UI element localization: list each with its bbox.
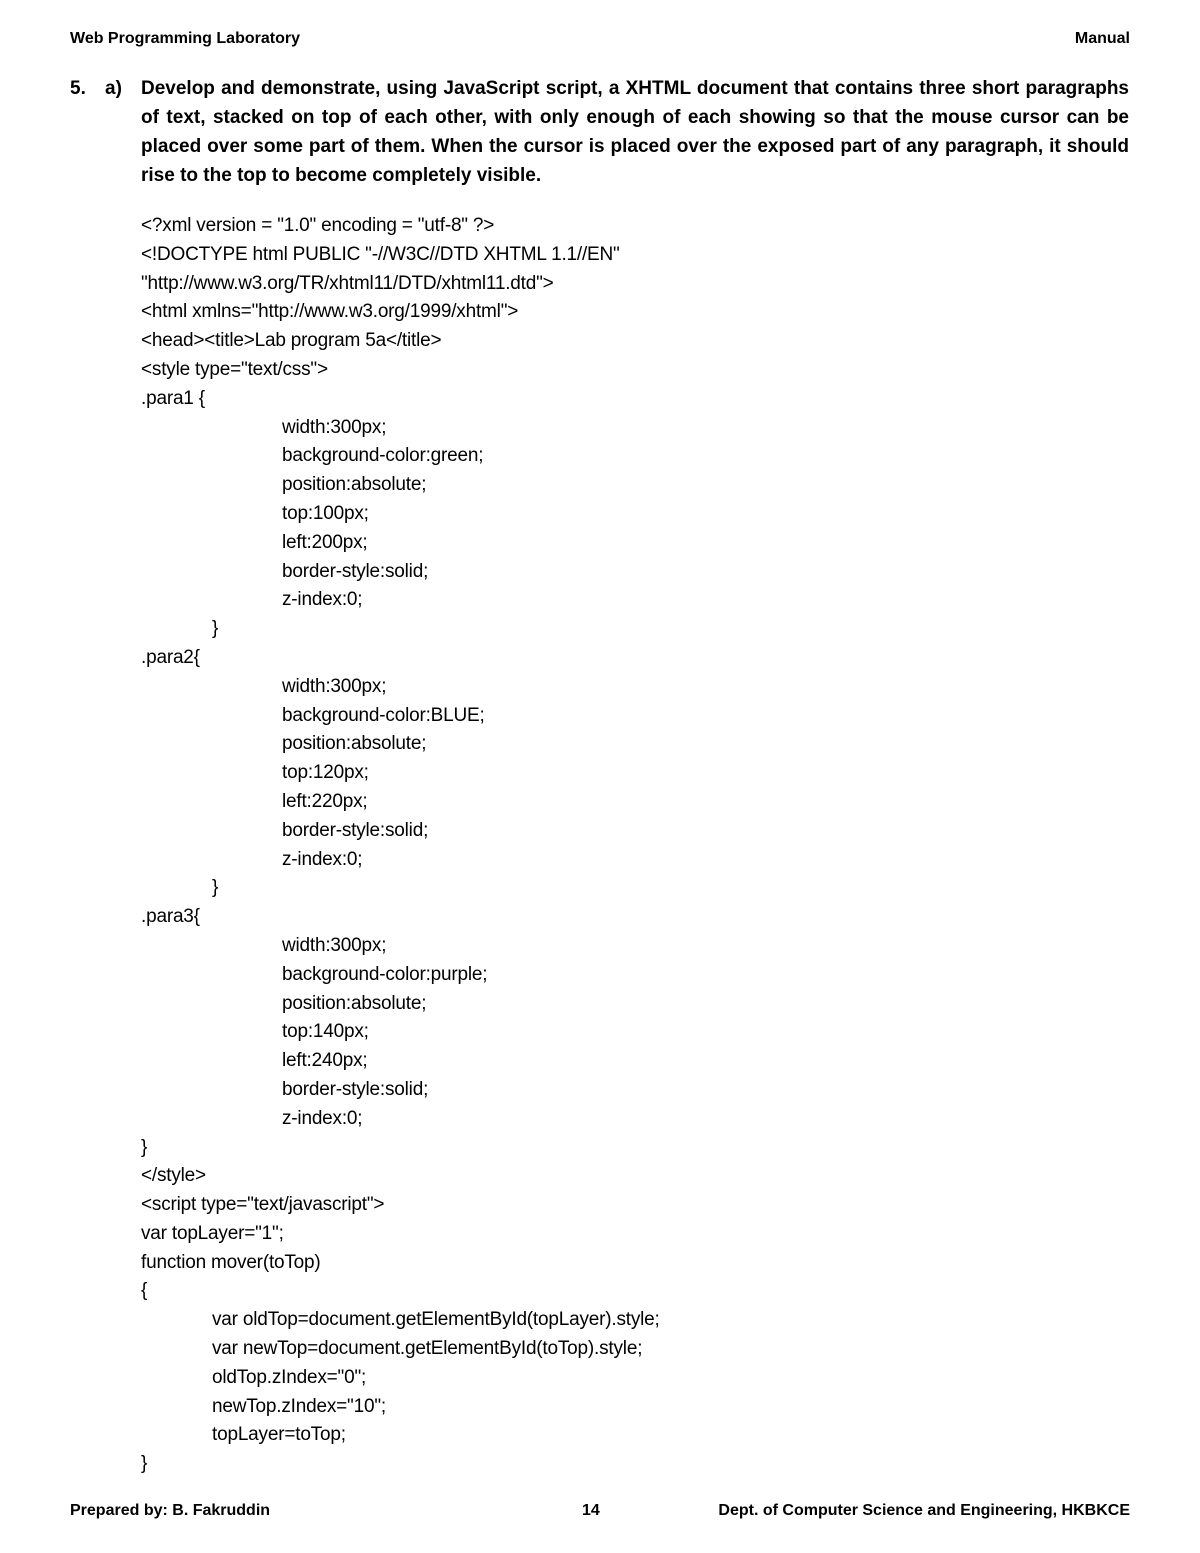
code-line: "http://www.w3.org/TR/xhtml11/DTD/xhtml11.dtd"> [141, 272, 554, 294]
code-line: } [141, 1453, 148, 1475]
code-line: top:100px; [282, 502, 369, 524]
code-line: <script type="text/javascript"> [141, 1194, 385, 1216]
code-line: position:absolute; [282, 474, 427, 496]
code-line: .para2{ [141, 646, 200, 668]
code-line: oldTop.zIndex="0"; [212, 1366, 367, 1388]
code-line: <style type="text/css"> [141, 358, 328, 380]
code-line: topLayer=toTop; [212, 1424, 346, 1446]
question-text: Develop and demonstrate, using JavaScript script, a XHTML document that contains three short paragraphs of text, stacked on top of each other, with only enough of each showing so that the mouse cursor can be placed over some part of them. When the cursor is placed over the exposed part of any paragraph, it should rise to the top to become completely visible. [141, 78, 1129, 186]
code-line: <html xmlns="http://www.w3.org/1999/xhtml"> [141, 301, 519, 323]
code-line: width:300px; [282, 416, 387, 438]
code-line: var oldTop=document.getElementById(topLayer).style; [212, 1309, 660, 1331]
code-line: width:300px; [282, 934, 387, 956]
code-line: background-color:BLUE; [282, 704, 485, 726]
code-line: z-index:0; [282, 848, 363, 870]
question-sub: a) [105, 78, 122, 99]
code-line: var topLayer="1"; [141, 1222, 284, 1244]
code-line: } [212, 877, 219, 899]
code-line: left:200px; [282, 531, 368, 553]
code-line: { [141, 1280, 148, 1302]
code-line: z-index:0; [282, 1107, 363, 1129]
code-line: } [141, 1136, 148, 1158]
code-line: border-style:solid; [282, 1078, 429, 1100]
code-line: .para3{ [141, 906, 200, 928]
code-line: background-color:green; [282, 445, 484, 467]
code-line: top:120px; [282, 762, 369, 784]
code-line: </style> [141, 1165, 206, 1187]
page-number: 14 [582, 1502, 600, 1519]
code-line: position:absolute; [282, 992, 427, 1014]
code-line: <head><title>Lab program 5a</title> [141, 330, 442, 352]
code-line: newTop.zIndex="10"; [212, 1395, 386, 1417]
code-line: z-index:0; [282, 589, 363, 611]
code-listing [141, 212, 1121, 1479]
code-line: left:220px; [282, 790, 368, 812]
header-title: Web Programming Laboratory [70, 30, 300, 47]
code-line: .para1 { [141, 387, 205, 409]
footer-author: Prepared by: B. Fakruddin [70, 1502, 271, 1519]
code-line: border-style:solid; [282, 819, 429, 841]
code-line: <!DOCTYPE html PUBLIC "-//W3C//DTD XHTML 1.1//EN" [141, 243, 620, 265]
footer-department: Dept. of Computer Science and Engineering, HKBKCE [718, 1502, 1130, 1519]
code-line: var newTop=document.getElementById(toTop).style; [212, 1338, 643, 1360]
code-line: function mover(toTop) [141, 1251, 321, 1273]
code-line: left:240px; [282, 1050, 368, 1072]
header-manual: Manual [1074, 30, 1130, 47]
code-line: border-style:solid; [282, 560, 429, 582]
question-number: 5. [70, 78, 86, 99]
code-line: <?xml version = "1.0" encoding = "utf-8" ?> [141, 215, 495, 236]
code-line: } [212, 618, 219, 640]
code-line: width:300px; [282, 675, 387, 697]
code-line: position:absolute; [282, 733, 427, 755]
code-line: top:140px; [282, 1021, 369, 1043]
code-line: background-color:purple; [282, 963, 488, 985]
